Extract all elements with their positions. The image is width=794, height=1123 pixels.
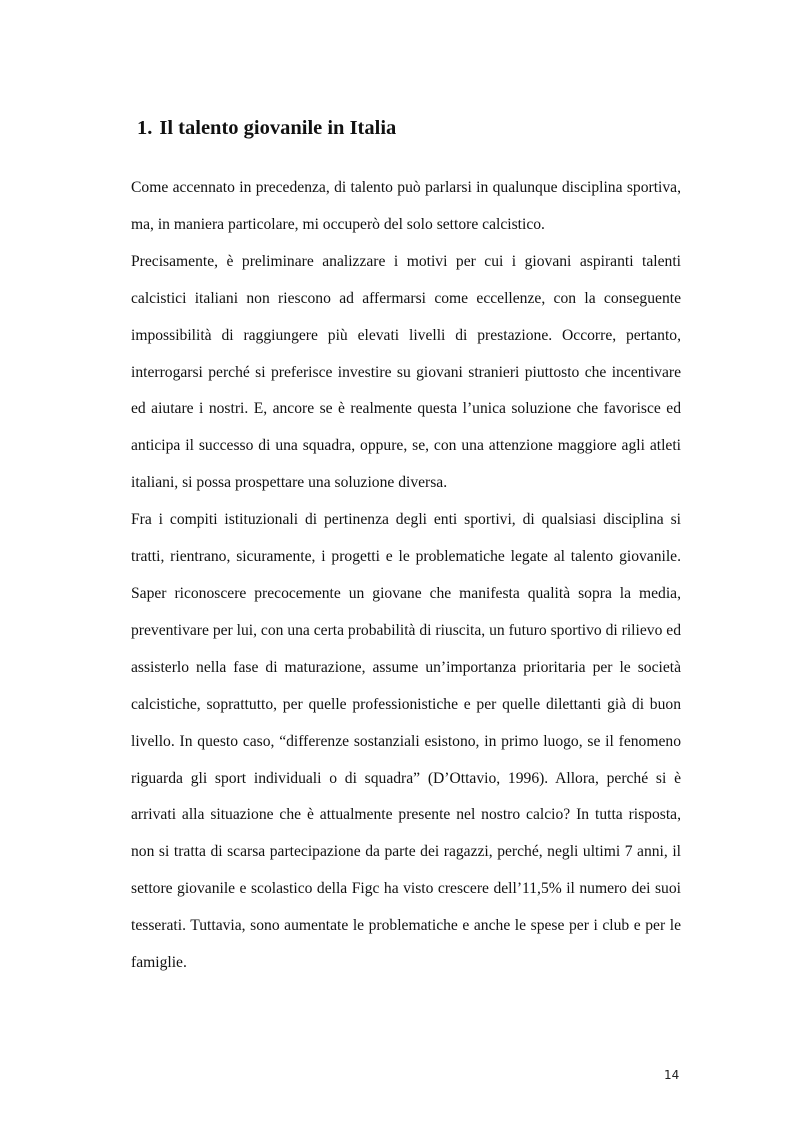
section-number: 1. bbox=[137, 117, 153, 139]
page-number: 14 bbox=[664, 1068, 680, 1082]
paragraph-1: Come accennato in precedenza, di talento può parlarsi in qualunque disciplina sportiva, ma, in maniera particolare, mi occuperò del solo settore calcistico. bbox=[131, 179, 681, 233]
section-heading bbox=[137, 114, 396, 142]
paragraph-2: Precisamente, è preliminare analizzare i motivi per cui i giovani aspiranti talenti calcistici italiani non riescono ad affermarsi come eccellenze, con la conseguente impossibilità di raggiungere più elevati livelli di prestazione. Occorre, pertanto, interrogarsi perché si preferisce investire su giovani stranieri piuttosto che incentivare ed aiutare i nostri. E, ancore se è realmente questa l’unica soluzione che favorisce ed anticipa il successo di una squadra, oppure, se, con una attenzione maggiore agli atleti italiani, si possa prospettare una soluzione diversa. bbox=[131, 252, 681, 492]
paragraph-3: Fra i compiti istituzionali di pertinenza degli enti sportivi, di qualsiasi disciplina si tratti, rientrano, sicuramente, i progetti e le problematiche legate al talento giovanile. Saper riconoscere precocemente un giovane che manifesta qualità sopra la media, preventivare per lui, con una certa probabilità di riuscita, un futuro sportivo di rilievo ed assisterlo nella fase di maturazione, assume un’importanza prioritaria per le società calcistiche, soprattutto, per quelle professionistiche e per quelle dilettanti già di buon livello. In questo caso, “differenze sostanziali esistono, in primo luogo, se il fenomeno riguarda gli sport individuali o di squadra” (D’Ottavio, 1996). Allora, perché si è arrivati alla situazione che è attualmente presente nel nostro calcio? In tutta risposta, non si tratta di scarsa partecipazione da parte dei ragazzi, perché, negli ultimi 7 anni, il settore giovanile e scolastico della Figc ha visto crescere dell’11,5% il numero dei suoi tesserati. Tuttavia, sono aumentate le problematiche e anche le spese per i club e per le famiglie. bbox=[131, 511, 681, 972]
section-title: Il talento giovanile in Italia bbox=[159, 117, 397, 139]
body-text bbox=[131, 170, 681, 982]
